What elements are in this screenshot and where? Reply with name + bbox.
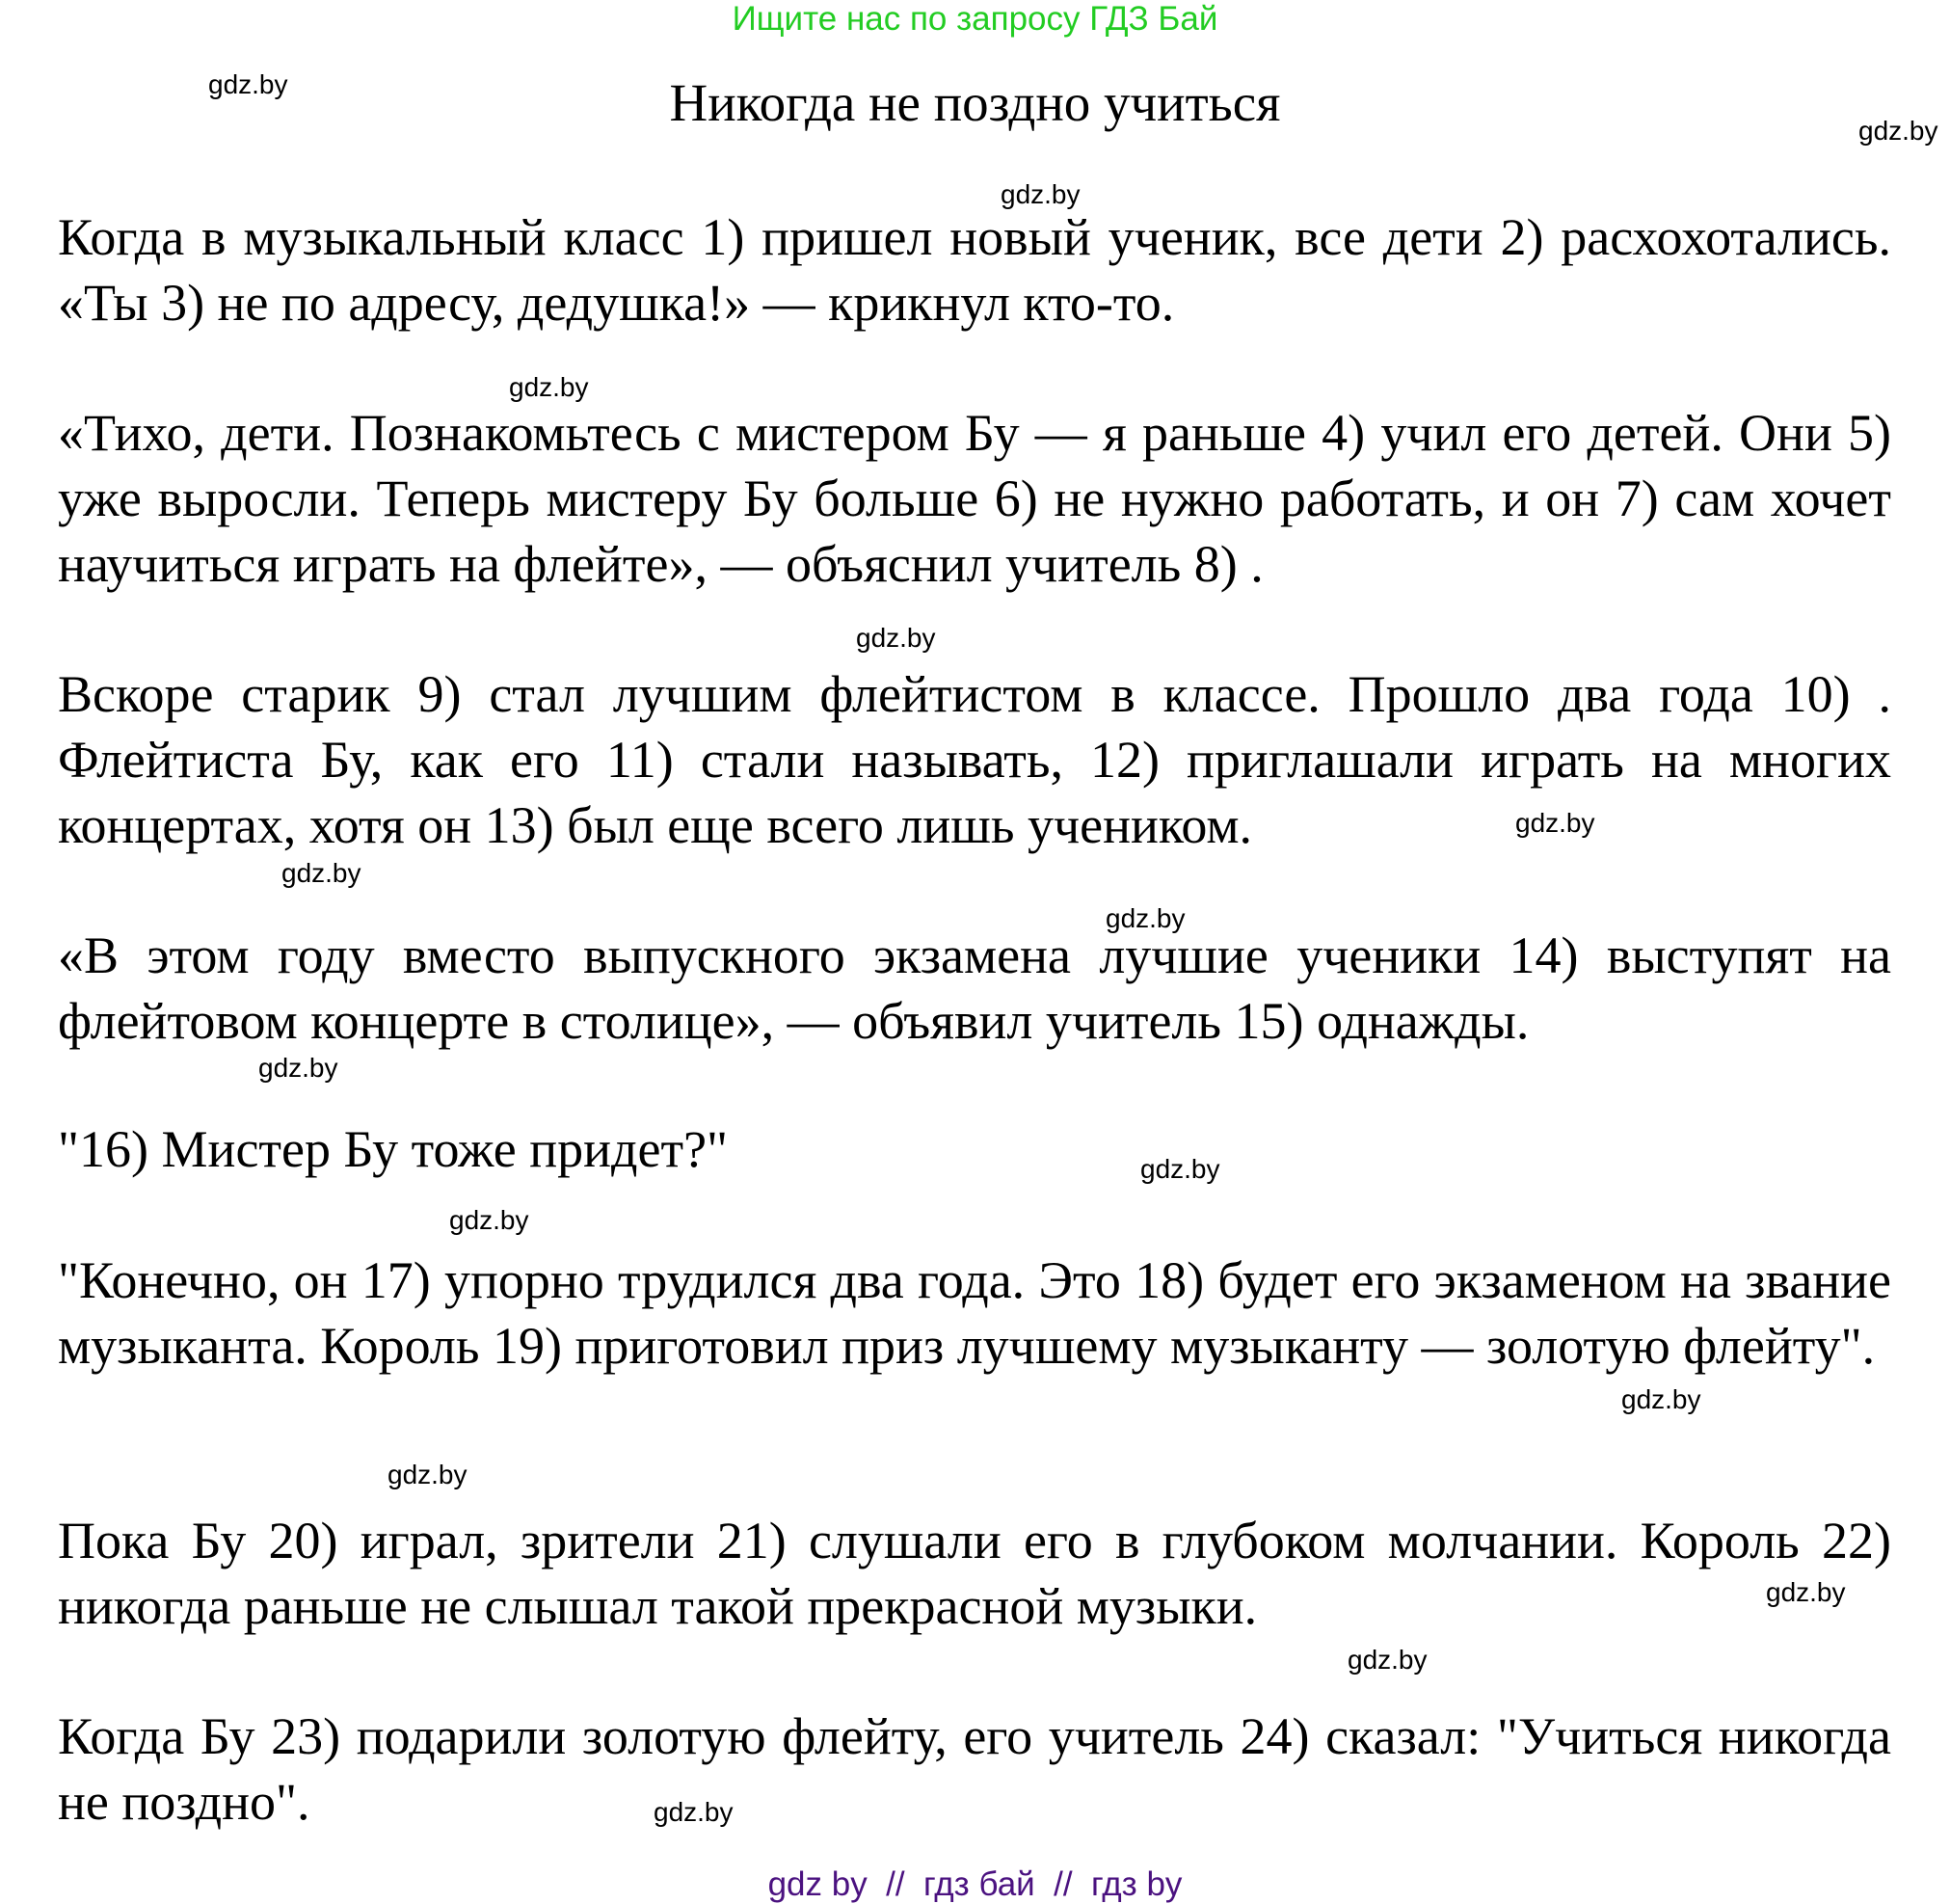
watermark: gdz.by [1106, 903, 1186, 933]
watermark: gdz.by [654, 1797, 734, 1827]
watermark: gdz.by [449, 1205, 529, 1235]
footer-links: gdz by // гдз бай // гдз by [767, 1865, 1183, 1903]
page-title: Никогда не поздно учиться [669, 73, 1281, 132]
paragraph-4: «В этом году вместо выпускного экзамена лучшие ученики 14) выступят на флейтовом концерте в столице», — объявил учитель 15) однажды. [58, 926, 1891, 1050]
paragraph-8: Когда Бу 23) подарили золотую флейту, его учитель 24) сказал: "Учиться никогда не поздно". [58, 1707, 1891, 1831]
watermark: gdz.by [1621, 1384, 1701, 1414]
watermark: gdz.by [258, 1053, 338, 1083]
paragraph-5: "16) Мистер Бу тоже придет?" [58, 1120, 729, 1178]
watermark: gdz.by [509, 372, 589, 402]
search-banner: Ищите нас по запросу ГДЗ Бай [732, 0, 1218, 38]
watermark: gdz.by [1348, 1645, 1428, 1675]
watermark: gdz.by [1515, 808, 1595, 838]
paragraph-1: Когда в музыкальный класс 1) пришел новый ученик, все дети 2) расхохотались. «Ты 3) не по адресу, дедушка!» — крикнул кто-то. [58, 208, 1891, 332]
watermark: gdz.by [1001, 179, 1081, 209]
paragraph-7: Пока Бу 20) играл, зрители 21) слушали его в глубоком молчании. Король 22) никогда раньше не слышал такой прекрасной музыки. [58, 1512, 1891, 1635]
watermark: gdz.by [387, 1460, 467, 1489]
watermark: gdz.by [856, 623, 936, 653]
watermark: gdz.by [281, 858, 361, 888]
watermark: gdz.by [1858, 116, 1938, 146]
watermark: gdz.by [1766, 1577, 1846, 1607]
paragraph-3: Вскоре старик 9) стал лучшим флейтистом в классе. Прошло два года 10) . Флейтиста Бу, как его 11) стали называть, 12) приглашали играть на многих концертах, хотя он 13) был еще всего лишь учеником. [58, 665, 1891, 854]
paragraph-6: "Конечно, он 17) упорно трудился два года. Это 18) будет его экзаменом на звание музыканта. Король 19) приготовил приз лучшему музыканту — золотую флейту". [58, 1251, 1891, 1375]
watermark: gdz.by [1140, 1154, 1220, 1184]
watermark: gdz.by [208, 69, 288, 99]
paragraph-2: «Тихо, дети. Познакомьтесь с мистером Бу — я раньше 4) учил его детей. Они 5) уже выросли. Теперь мистеру Бу больше 6) не нужно работать, и он 7) сам хочет научиться играть на флейте», — объяснил учитель 8) . [58, 404, 1891, 593]
